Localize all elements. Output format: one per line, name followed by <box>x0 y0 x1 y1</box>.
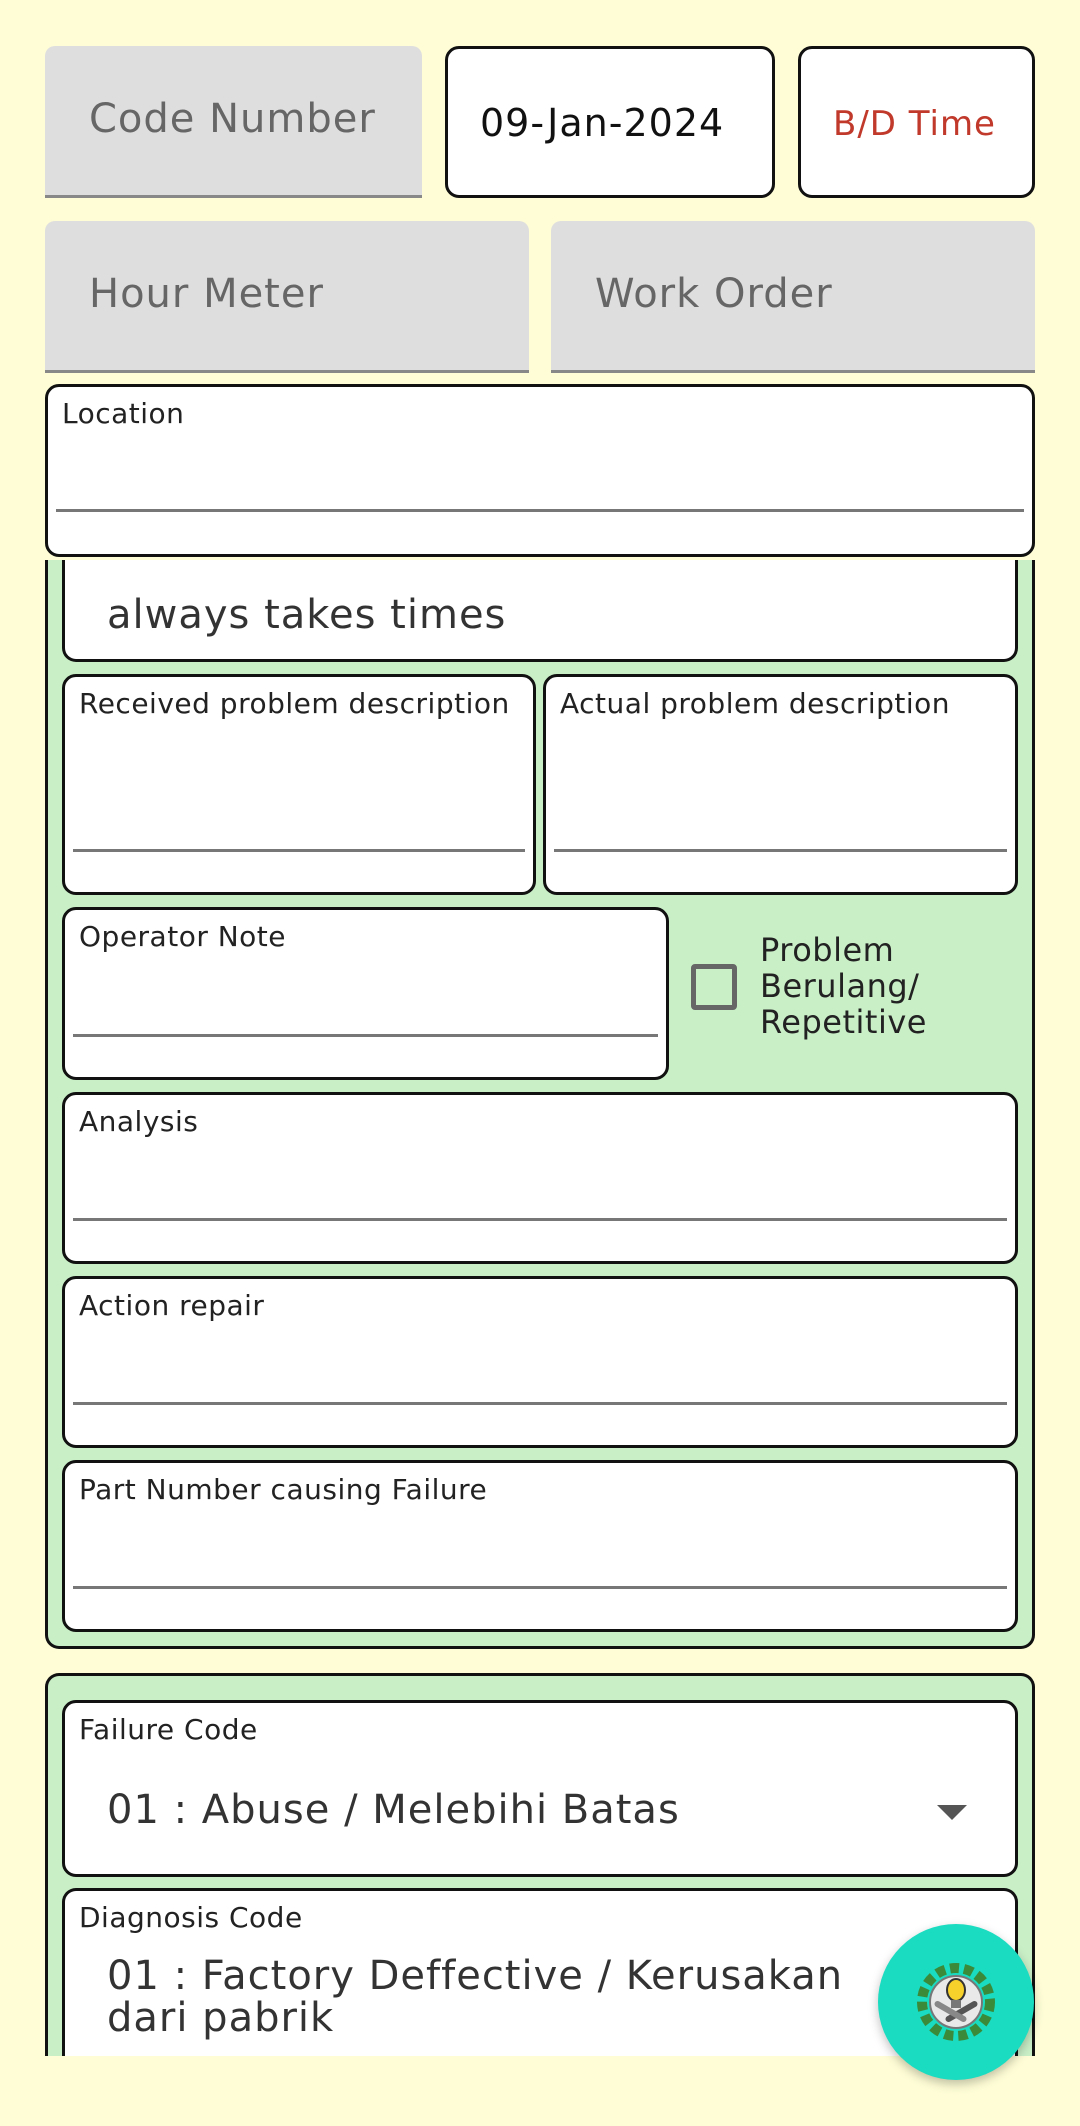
actual-problem-label: Actual problem description <box>560 687 951 720</box>
date-field[interactable] <box>445 46 775 198</box>
part-number-field[interactable] <box>62 1460 1018 1632</box>
bd-time-placeholder: B/D Time <box>833 104 996 144</box>
analysis-underline <box>73 1218 1007 1221</box>
operator-note-field[interactable] <box>62 907 669 1080</box>
hour-meter-placeholder: Hour Meter <box>89 271 324 317</box>
scrolled-text-field[interactable] <box>62 560 1018 662</box>
hour-meter-input[interactable] <box>45 221 529 373</box>
repetitive-label: Problem Berulang/ Repetitive <box>760 931 927 1041</box>
part-number-underline <box>73 1586 1007 1589</box>
diagnosis-code-select[interactable] <box>62 1888 1018 2068</box>
date-value: 09-Jan-2024 <box>480 101 725 145</box>
maintenance-fab[interactable] <box>878 1924 1034 2080</box>
received-problem-field[interactable] <box>62 674 536 895</box>
code-number-input[interactable] <box>45 46 422 198</box>
work-order-placeholder: Work Order <box>595 271 833 317</box>
location-field[interactable] <box>45 384 1035 557</box>
location-label: Location <box>62 397 185 430</box>
bd-time-field[interactable] <box>798 46 1035 198</box>
operator-note-underline <box>73 1034 658 1037</box>
diagnosis-code-label: Diagnosis Code <box>79 1901 303 1934</box>
received-problem-underline <box>73 849 525 852</box>
action-repair-field[interactable] <box>62 1276 1018 1448</box>
code-number-placeholder: Code Number <box>89 96 376 142</box>
action-repair-label: Action repair <box>79 1289 265 1322</box>
analysis-label: Analysis <box>79 1105 199 1138</box>
work-order-input[interactable] <box>551 221 1035 373</box>
gear-wrench-lightbulb-icon <box>878 1924 1034 2080</box>
diagnosis-code-value: 01 : Factory Deffective / Kerusakan dari pabrik <box>107 1953 844 2041</box>
chevron-down-icon <box>937 1805 967 1820</box>
repetitive-checkbox[interactable] <box>691 964 737 1010</box>
failure-code-select[interactable] <box>62 1700 1018 1877</box>
failure-code-label: Failure Code <box>79 1713 258 1746</box>
location-underline <box>56 509 1024 512</box>
action-repair-underline <box>73 1402 1007 1405</box>
actual-problem-field[interactable] <box>543 674 1018 895</box>
part-number-label: Part Number causing Failure <box>79 1473 488 1506</box>
received-problem-label: Received problem description <box>79 687 510 720</box>
failure-code-value: 01 : Abuse / Melebihi Batas <box>107 1787 680 1833</box>
analysis-field[interactable] <box>62 1092 1018 1264</box>
scrolled-text-value: always takes times <box>107 592 507 638</box>
operator-note-label: Operator Note <box>79 920 287 953</box>
actual-problem-underline <box>554 849 1007 852</box>
